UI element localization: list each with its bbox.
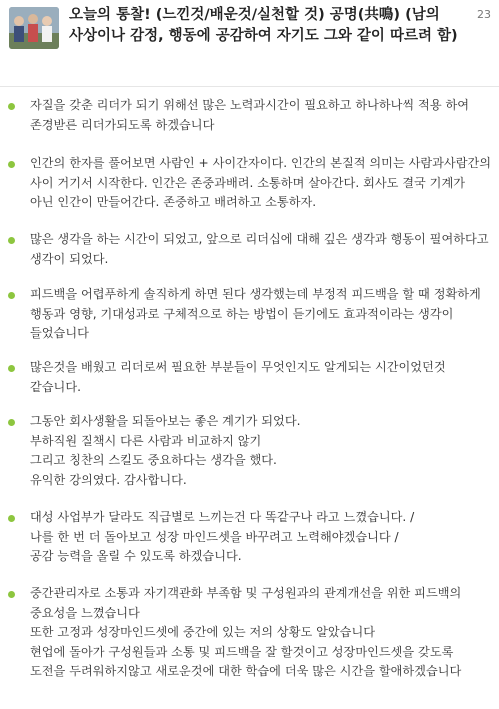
bullet-icon <box>8 161 15 168</box>
list-item <box>8 508 492 567</box>
comment-count: 23 <box>477 8 491 21</box>
post-title: 오늘의 통찰! (느낀것/배운것/실천할 것) 공명(共鳴) (남의 사상이나 감정, 행동에 공감하여 자기도 그와 같이 따르려 함) <box>69 7 458 44</box>
list-item <box>8 154 492 213</box>
comment-text: 많은것을 배웠고 리더로써 필요한 부분들이 무엇인지도 알게되는 시간이었던것 같습니다. <box>30 360 446 394</box>
list-item <box>8 412 492 490</box>
comment-text: 인간의 한자를 풀어보면 사람인 + 사이간자이다. 인간의 본질적 의미는 사람과사람간의 사이 거기서 시작한다. 인간은 존중과배려. 소통하며 살아간다. 회사도 결국 기계가 아닌 인간이 만들어간다. 존중하고 배려하고 소통하자. <box>30 156 492 209</box>
post-header <box>0 0 499 87</box>
list-item <box>8 358 492 397</box>
comment-text: 중간관리자로 소통과 자기객관화 부족함 및 구성원과의 관계개선을 위한 피드백의 중요성을 느꼈습니다 또한 고정과 성장마인드셋에 중간에 있는 저의 상황도 알았습니다 현업에 돌아가 구성원들과 소통 및 피드백을 잘 할것이고 성장마인드셋을 갖도록 도전을 두려워하지않고 새로운것에 대한 학습에 더욱 많은 시간을 할애하겠습니다 <box>30 586 462 678</box>
bullet-icon <box>8 515 15 522</box>
bullet-icon <box>8 292 15 299</box>
post-thumbnail[interactable] <box>9 7 59 49</box>
group-photo-icon <box>9 7 59 49</box>
list-item <box>8 96 492 135</box>
bullet-icon <box>8 365 15 372</box>
list-item <box>8 584 492 682</box>
bullet-icon <box>8 591 15 598</box>
comment-text: 많은 생각을 하는 시간이 되었고, 앞으로 리더십에 대해 깊은 생각과 행동이 필여하다고 생각이 되었다. <box>30 232 489 266</box>
bullet-icon <box>8 237 15 244</box>
comment-text: 그동안 회사생활을 되돌아보는 좋은 계기가 되었다. 부하직원 질책시 다른 사람과 비교하지 않기 그리고 칭찬의 스킬도 중요하다는 생각을 했다. 유익한 강의였다. 감사합니다. <box>30 414 301 487</box>
list-item <box>8 285 492 344</box>
bullet-icon <box>8 103 15 110</box>
comment-text: 대성 사업부가 달라도 직급별로 느끼는건 다 똑같구나 라고 느꼈습니다. / 나를 한 번 더 돌아보고 성장 마인드셋을 바꾸려고 노력해야겠습니다 / 공감 능력을 올릴 수 있도록 하겠습니다. <box>30 510 415 563</box>
bullet-icon <box>8 419 15 426</box>
list-item <box>8 230 492 269</box>
comment-text: 자질을 갖춘 리더가 되기 위해선 많은 노력과시간이 필요하고 하나하나씩 적용 하여 존경받른 리더가되도록 하겠습니다 <box>30 98 470 132</box>
comment-text: 피드백을 어렵푸하게 솔직하게 하면 된다 생각했는데 부정적 피드백을 할 때 정확하게 행동과 영향, 기대성과로 구체적으로 하는 방법이 듣기에도 효과적이라는 생각이 들었습니다 <box>30 287 481 340</box>
